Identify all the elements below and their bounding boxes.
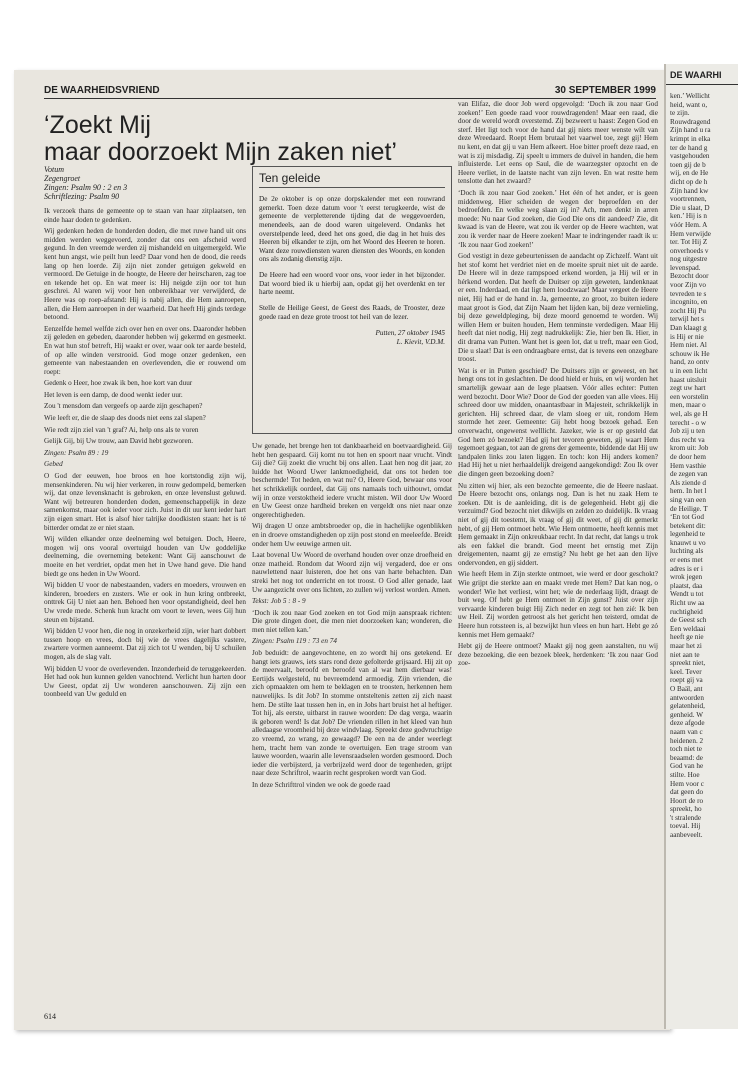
- next-page-line: Een weldaai: [670, 624, 706, 633]
- paragraph: De 2e oktober is op onze dorpskalender met een rouwrand gemerkt. Toen deze datum voor 't eerst terugkeerde, wist de gemeente de verpletterende tijding dat de weggevoerden, menendeels, aan de dood waren uitgeleverd. Ondanks het overstelpende leed, deed het ons goed, die dag in het huis des Heeren bij elkander te zijn, om het Woord des Heeren te horen. Want deze rouwdiensten waren diensten des Woords, en konden ons als zodanig dienstig zijn.: [259, 195, 445, 264]
- next-page-line: tevreden te s: [670, 289, 707, 298]
- next-page-line: ‘En tot God: [670, 513, 704, 522]
- next-page-line: nog uitgestre: [670, 255, 708, 264]
- next-page-line: keel. Tever: [670, 667, 702, 676]
- next-page-line: stilte. Hoe: [670, 770, 700, 779]
- paragraph: Hebt gij de Heere ontmoet? Maakt gij nog geen aanstalten, nu wij deze bezoeking, die een bezoek bleek, herdenken: ‘Ik zou naar God zoe-: [458, 642, 658, 668]
- paragraph: ‘Doch ik zou naar God zoeken en tot God mijn aanspraak richten: Die grote dingen doet, die men niet doorzoeken kan; wonderen, die men niet tellen kan.’: [252, 608, 452, 634]
- next-page-line: dus recht va: [670, 435, 705, 444]
- next-page-line: Hem niet. Al: [670, 341, 707, 350]
- paragraph: ‘Doch ik zou naar God zoeken.’ Het één of het ander, er is geen middenweg. Hier scheiden de wegen der beproefden en der bedroefden. En welke weg slaan zij in? Ach, men denkt in arren moede: Nu naar God zoeken, die God Die ons dit aandeed? Zie, dit kwaad is van de Heere, wat zou ik verder op de Heere wachten, wat zou ik verder naar de Heere zoeken! Maar te indringender raadt ik u: ‘Ik zou naar God zoeken!’: [458, 188, 658, 249]
- next-page-line: Zijn hand u ra: [670, 126, 711, 135]
- text-column-2: [252, 442, 452, 1007]
- next-page-line: wij, en de He: [670, 169, 709, 178]
- paragraph: Zou 't mensdom dan vergeefs op aarde zijn geschapen?: [44, 402, 203, 411]
- paragraph: Laat bovenal Uw Woord de overhand houden over onze droefheid en onze matheid. Rondom dat Woord zijn wij vergaderd, doe er ons nauwlettend naar luisteren, doe het ons van harte behachten. Dan streki het nog tot onderricht en tot troost. O God aller genade, laat Uw aangezicht over ons lichten, zo zullen wij verlost worden. Amen.: [252, 551, 452, 594]
- text-column-3: [458, 100, 658, 1007]
- paragraph: Zingen: Psalm 89 : 19: [44, 448, 109, 457]
- next-page-line: aanbeveelt.: [670, 831, 703, 840]
- next-page-line: schouw ik He: [670, 349, 710, 358]
- next-page-line: de Geest sch: [670, 616, 707, 625]
- next-page-line: onverhoeds v: [670, 246, 709, 255]
- next-page-line: roept gij va: [670, 676, 703, 685]
- next-page-line: Hoort de ro: [670, 796, 704, 805]
- title-line-1: ‘Zoekt Mij: [44, 111, 151, 139]
- next-page-line: betekent dit:: [670, 521, 706, 530]
- paragraph: Zingen: Psalm 119 : 73 en 74: [252, 637, 337, 646]
- paragraph: Tekst: Job 5 : 8 - 9: [252, 597, 306, 606]
- ten-geleide-box: [252, 166, 452, 434]
- next-page-line: de zegen van: [670, 470, 708, 479]
- box-text: [259, 195, 445, 321]
- meta-line: Votum: [44, 165, 64, 174]
- signature-name: L. Kievit, V.D.M.: [396, 338, 445, 347]
- next-page-line: de Heilige. T: [670, 504, 708, 513]
- next-page-line: incognito, en: [670, 298, 708, 307]
- paragraph: Wie leeft er, die de slaap des doods niet eens zal slapen?: [44, 414, 206, 423]
- next-page-line: een worstelin: [670, 392, 709, 401]
- next-page-line: wrok jegen: [670, 573, 703, 582]
- publication-name: DE WAARHEIDSVRIEND: [44, 85, 160, 96]
- next-page-line: u in een licht: [670, 367, 708, 375]
- paragraph: In deze Schrifttrol vinden we ook de goede raad: [252, 780, 391, 789]
- next-page-line: haast uitsluit: [670, 375, 707, 384]
- paragraph: Wie heeft Hem in Zijn sterkte ontmoet, wie werd er door geschokt? Wie grijpt die sterkte aan en maakt vrede met Hem? Dat kan nog, o wonder! Wie het verliest, wint het; wie de nederlaag lijdt, draagt de buit weg. Of hebt ge Hem ontmoet in Zijn gunst? Juist over zijn vervaarde kinderen buigt Hij Zich neder en zegt tot hen zié: Ik ben uw Heil. Zij worden getroost als het gericht hen teisterd, omdat de Heere hun rotssteen is, al bezwijkt hun vlees en hun hart. Hebt ge zó kennis met Hem gemaakt?: [458, 570, 658, 639]
- signature-place-date: Putten, 27 oktober 1945: [375, 329, 445, 338]
- next-page-line: legenheid te: [670, 530, 705, 539]
- next-page-line: er eens met: [670, 556, 703, 565]
- next-page-line: O Baäl, ant: [670, 684, 703, 693]
- page-number: 614: [44, 1012, 56, 1021]
- paragraph: Wij wilden elkander onze deelneming wel betuigen. Doch, Heere, mogen wij ons vooral overtuigd houden van Uw goddelijke deelneming, die overneming betekent: Want Gij aanschouwt de moeite en het verdriet, opdat men het in Uwe hand geve. Die hand biedt ge ons heden in Uw Woord.: [44, 535, 246, 578]
- next-page-line: Als ziende d: [670, 478, 706, 487]
- next-page-line: ter. Tot Hij Z: [670, 238, 708, 247]
- next-page-line: voortrennen,: [670, 195, 707, 204]
- article-title: [44, 112, 484, 166]
- next-page-line: spreekt, ho: [670, 805, 702, 814]
- next-page-line: maar het zi: [670, 642, 702, 650]
- paragraph: Wat is er in Putten geschied? De Duitsers zijn er geweest, en het hengt ons tot in geslachten. De dood hield er huis, en wij worden het smartelijk gewaar aan de lege plaatsen. Vóór alles echter: Putten werd bezocht. Door Wie? Door de God der goeden van alle vlees. Hij schreed door uw midden, onaantastbaar in Majesteit, schrikkelijk in gerichten. Hij schreed daar, de vlam sloeg er uit, rondom Hem stormde het zeer. Gemeente: Gij hebt hoog bezoek gehad. Een onverwacht, ongewenst welllicht. Jazeker, wie is er op gesteld dat God hem zó bezoekt? Had gij het tevoren geweten, gij waart Hem tegemoet gegaan, tot aan de grens der gemeente, biddende dat Hij uw landpalen links zou laten liggen. En toch: kon Hij anders komen? Had Hij het u niet herhaaldelijk dreigend aangekondigd: Zou Ik over die dingen geen bezoeking doen?: [458, 366, 658, 478]
- next-page-line: God van he: [670, 762, 704, 771]
- paragraph: O God der eeuwen, hoe broos en hoe kortstondig zijn wij, mensenkinderen. Nu wij hier verkeren, in rouw gedompeld, bemerken wij, dat onze levensknacht is gebroken, en onze levenslust geluwd. Want wij betreuren honderden doden, gemeenschappelijk in deze samenkomst, maar ook ieder voor zich. Juist in dit uur kent ieder hart zijn eigen smart. Het is alsof hier talrijke doodkisten staan: het is té bitterder omdat ze er niet staan.: [44, 472, 246, 532]
- next-page-line: terwijl het s: [670, 315, 704, 324]
- paragraph: van Elifaz, die door Job werd opgevolgd: ‘Doch ik zou naar God zoeken!’ Een goede raad voor rouwdragenden! Maar een raad, die door de wereld wordt overstemd. Zij bezweert u haast: Zegen God en sterf. Het ligt toch voor de hand dat gij niets meer wenste wilt van deze Wreedaard. Roept Hem brutaal het vaarwel toe, zegt gij! Hem nu kent, en dat gij u van Hem afkeert. Hoe bitter proeft deze raad, en wat is zij misdadig. Zij speelt u immers de duivel in handen, die hem influisterde. Let eens op Saul, die de waarzegster opzocht en de Heere verliet, in de laatste nacht van zijn leven. En wat restte hem tenslotte dan het zwaard?: [458, 100, 658, 186]
- title-line-2: maar doorzoekt Mijn zaken niet’: [44, 138, 397, 166]
- next-page-edge: [664, 64, 738, 1029]
- next-page-rule: [666, 84, 738, 85]
- next-page-line: 't stralende: [670, 813, 702, 822]
- next-page-line: heeft ge nie: [670, 633, 704, 642]
- paragraph: Ik verzoek thans de gemeente op te staan van haar zitplaatsen, ten einde haar doden te gedenken.: [44, 207, 246, 224]
- next-page-line: antwoorden: [670, 693, 704, 702]
- next-page-line: ken.’ Wellicht: [670, 92, 710, 100]
- paragraph: Gedenk o Heer, hoe zwak ik ben, hoe kort van duur: [44, 379, 193, 388]
- next-page-line: adres is er i: [670, 564, 703, 573]
- next-page-line: vastgehouden: [670, 152, 710, 161]
- next-page-line: Bezocht door: [670, 272, 709, 281]
- paragraph: Nu zitten wij hier, als een bezochte gemeente, die de Heere naslaat. De Heere bezocht ons, onlangs nog. Dan is het nu zaak Hem te zoeken. Dit is de aanleiding, dit is de gelegenheid. Hebt gij die verzuimd? God bezocht niet dikwijls en zelden zo duidelijk. Ik vraag niet of gij dit toestemt, ik vraag of gij dit weet, of gij dit gemerkt hebt, of gij Hem ontmoet hebt. Wie Hem ontmoette, heeft kennis met Hem gemaakt in Zijn onkreukbaar recht. In dat recht, dat langs u trok als een fakkel die brandt. God meent het ernstig met Zijn dreigementen, naamt gij ze ernstig? Nu hebt ge het aan den lijve ondervonden, en gij siddert.: [458, 481, 658, 567]
- paragraph: Wij dragen U onze ambtsbroeder op, die in hachelijke ogenblikken en in droeve omstandigheden op zijn post stond en meeleefde. Breidt onder hem Uw eeuwige armen uit.: [252, 522, 452, 548]
- paragraph: Uw genade, het brenge hen tot dankbaarheid en boetvaardigheid. Gij hebt hen gespaard. Gij komt nu tot hen en spoort naar vrucht. Vindt Gij die? Gij zoekt die vrucht bij ons allen. Laat hen nog dit jaar, zo luidde het Woord Uwer lankmoedigheid, dat ons tot heden toe beschermde! Tot heden, en wat nu? O, Heere God, bewaar ons voor het schrikkelijk oordeel, dat Gij ons namaals toch uithouwt, omdat wij in onze verstoktheid iedere vrucht misten. Wil door Uw Woord en Uw Geest onze hardheid breken en vergeldt ons niet naar onze ongerechtigheden.: [252, 442, 452, 519]
- paragraph: Stelle de Heilige Geest, de Geest des Raads, de Trooster, deze goede raad en deze grote troost tot heil van de lezer.: [259, 304, 445, 321]
- paragraph: Wie redt zijn ziel van 't graf? Ai, help ons als te voren: [44, 425, 199, 434]
- next-page-line: men, maar o: [670, 401, 706, 410]
- next-page-line: genheid. W: [670, 710, 703, 719]
- next-page-line: Wendt u tot: [670, 590, 704, 599]
- paragraph: God vestigt in deze gebeurtenissen de aandacht op Zichzelf. Want uit het stof komt het verdriet niet en de moeite spruit niet uit de aarde. De Heere wil in deze rampspoed erkend worden, ja Hij wil er in hérkend worden. Dat heeft de Duitser op zijn geweten, landenknaat er een. Inderdaad, en dat ligt hem loodzwaar! Maar vergeet de Heere niet, Hij had er de hand in. Ja, gemeente, zo groot, zo buiten iedere maat groot is God, dat Zijn Naam het lijden kan, bij deze vernieling, bij deze geweldpleging, bij deze moord genoemd te worden. Wij willen Hem er buiten houden, Hem tenminste verdedigen. Maar Hij heeft dat niet nodig, Hij zegt nadrukkelijk: Zie, hier ben Ik. Hier, in dit drama van Putten. Want het is geen lot, dat u treft, maar een God, Die u slaat! Dat is een ondraagbare ernst, dat is tevens een onzegbare troost.: [458, 252, 658, 364]
- next-page-line: ter de hand g: [670, 143, 708, 152]
- next-page-line: wel, als ge H: [670, 409, 708, 418]
- next-page-line: luchting als: [670, 547, 704, 556]
- meta-line: Schriftlezing: Psalm 90: [44, 192, 120, 201]
- paragraph: Het leven is een damp, de dood wenkt ieder uur.: [44, 390, 183, 399]
- next-page-line: krimpt in elka: [670, 134, 711, 143]
- next-page-line: Richt uw aa: [670, 599, 705, 608]
- next-page-line: toch niet te: [670, 745, 702, 754]
- next-page-line: ruchtigheid: [670, 607, 703, 616]
- next-page-line: Rouwdragend: [670, 117, 711, 126]
- running-header: [44, 82, 656, 99]
- next-page-line: Job zij u ten: [670, 427, 705, 436]
- paragraph: Wij gedenken heden de honderden doden, die met ruwe hand uit ons midden werden weggevoerd, zonder dat ons een afscheid werd gegund. In den vreemde werden zij mishandeld en uitgemergeld. Wie kent hun angst, wie peilt hun leed? Daar vond hen de dood, die reeds lang op hen loerde. Zij zijn niet zonder getuigen gekweld en vermoord. De Getuige in de hoogte, de Heere der heirscharen, zag toe en tekende het op. En wat meer is: Hij neigde zijn oor tot hun geschrei. Al waren wij voor hen onbereikbaar ver verwijderd, de Heere was op roep-afstand: Hij is nabij allen, die Hem aanroepen, allen, die Hem aanroepen in der waarheid. Dat heeft Hij ginds terdege betoond.: [44, 227, 246, 322]
- next-page-line: heid, want o,: [670, 100, 708, 109]
- next-page-line: gelatenheid,: [670, 702, 705, 711]
- next-page-line: voor Zijn vo: [670, 281, 706, 290]
- box-signature: [259, 329, 445, 347]
- issue-date: 30 SEPTEMBER 1999: [554, 85, 656, 96]
- next-page-line: niet aan te: [670, 650, 700, 659]
- next-page-line: knauwt u vo: [670, 538, 706, 547]
- meta-line: Zingen: Psalm 90 : 2 en 3: [44, 183, 128, 192]
- next-page-line: zegt uw hart: [670, 384, 706, 393]
- box-heading: Ten geleide: [259, 171, 445, 188]
- next-page-line: zocht Hij Pu: [670, 306, 706, 315]
- next-page-line: levenspad.: [670, 263, 701, 272]
- next-page-line: plaatst, daa: [670, 581, 703, 590]
- next-page-line: Hem voor c: [670, 779, 704, 788]
- next-page-line: terecht - o w: [670, 418, 707, 427]
- paragraph: Wij bidden U voor hen, die nog in onzekerheid zijn, wier hart dobbert tussen hoop en vrees, doch bij wie de vrees dagelijks vastere, zwartere vormen aanneemt. Dat zij zich tot U wenden, bij U schuilen mogen, als de slag valt.: [44, 627, 246, 661]
- next-page-line: Hem vasthie: [670, 461, 707, 470]
- text-column-1: [44, 207, 246, 1007]
- paragraph: Gelijk Gij, bij Uw trouw, aan David hebt gezworen.: [44, 437, 194, 446]
- next-page-line: naam van c: [670, 727, 703, 736]
- next-page-line: te zijn.: [670, 109, 690, 118]
- next-page-line: krom uit: Job: [670, 444, 709, 453]
- paragraph: De Heere had een woord voor ons, voor ieder in het bijzonder. Dat woord bied ik u hierbij aan, opdat gij het overdenkt en ter harte neemt.: [259, 271, 445, 297]
- service-order: [44, 165, 244, 201]
- next-page-line: dat geen do: [670, 788, 704, 797]
- paragraph: Wij bidden U voor de overlevenden. Inzonderheid de teruggekeerden. Het had ook hun kunnen gelden vanochtend. Verlicht hun harten door Uw Geest, opdat zij Uw wonderen aanschouwen. Zij zijn een toonbeeld van Uw geduld en: [44, 664, 246, 699]
- meta-line: Zegengroet: [44, 174, 81, 183]
- next-page-line: de door hem: [670, 452, 706, 461]
- next-page-line: toeval. Hij: [670, 822, 701, 831]
- next-page-line: Hem verwijde: [670, 229, 711, 238]
- next-page-line: dicht op de h: [670, 177, 708, 186]
- next-page-line: hand, zo ontv: [670, 358, 709, 367]
- next-page-line: vóór Hem. A: [670, 220, 708, 229]
- next-page-line: is Hij er nie: [670, 332, 704, 341]
- next-page-line: Die u slaat, D: [670, 203, 710, 212]
- paragraph: Wij bidden U voor de nabestaanden, vaders en moeders, vrouwen en kinderen, broeders en zusters. Wie er ook in hun kring ontbreekt, onttrek Gij U niet aan hen. Behoed hen voor opstandigheid, deel hen Uw vrede mede. Schenk hun kracht om voort te leven, wees Gij hun steun en bijstand.: [44, 581, 246, 624]
- next-page-line: heidenen. 2: [670, 736, 704, 745]
- paragraph: Gebed: [44, 460, 63, 469]
- next-page-line: spreekt niet,: [670, 659, 706, 668]
- next-page-line: Dan klaagt g: [670, 324, 707, 333]
- next-page-header: DE WAARHI: [670, 70, 722, 80]
- next-page-line: hem. In het l: [670, 487, 707, 496]
- next-page-line: toen gij de b: [670, 160, 706, 169]
- paragraph: Eenzelfde hemel welfde zich over hen en over ons. Daaronder hebben zij geleden en gebeden, daaronder hebben wij gekermd en gesmeekt. En wat hun stof betreft, Hij waakt er over, waar ook ter aarde besteld, of op alle winden verstrooid. God moge onzer gedenken, een gemeente van nabestaanden en overlevenden, die er rouwend om roept:: [44, 324, 246, 376]
- paragraph: Job beduidt: de aangevochtene, en zo wordt hij ons getekend. Er hangt iets grauws, iets stars rond deze gefolterde grijsaard. Hij zit op de meervaalt, beroofd en beroofd van al wat hem dierbaar was! Eertijds welgesteld, nu bevreemdend armoedig. Zijn vrienden, die zich opmaakten om hem te beklagen en te troosten, herkennen hem nauwelijks. Is dit Job? In stomme ontsteltenis zetten zij zich naast hem. De stilte laat tussen hen in, en in Jobs hart bruist het al heftiger. Tot hij, als eerste, uitbarst in rauwe woorden: De dag verga, waarin ik geboren werd! Is dat Job? De vrienden rillen in het kleed van hun alledaagse vroomheid bij deze windvlaag. Spreekt deze godvruchtige zo vreemd, zo wrang, zo gewaagd? De een na de ander weerlegt hem, tracht hem van zonde te overtuigen. Een trage stroom van lauwe woorden, waarin alle levensraadselen worden gesmoord. Doch ieder die verbijsterd, ja verbrijzeld werd door de tegenheden, grijpt naar deze Schriftrol, waarin recht gesproken wordt van God.: [252, 649, 452, 778]
- next-page-line: Zijn hand kw: [670, 186, 709, 195]
- next-page-line: beaamd: de: [670, 753, 703, 762]
- next-page-line: ken.’ Hij is n: [670, 212, 707, 221]
- next-page-text: [670, 92, 738, 840]
- next-page-line: sing van een: [670, 495, 706, 504]
- next-page-line: deze afgode: [670, 719, 705, 728]
